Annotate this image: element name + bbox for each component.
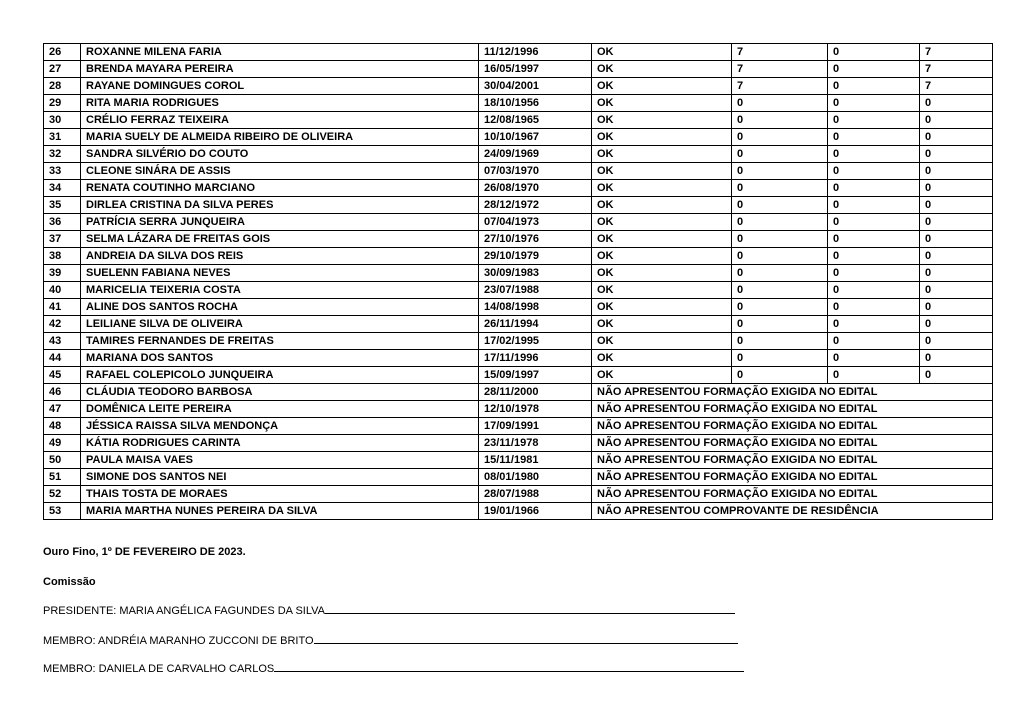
signature-line — [274, 661, 744, 672]
status-cell: OK — [592, 299, 732, 316]
score-b: 0 — [828, 282, 920, 299]
status-note: NÃO APRESENTOU FORMAÇÃO EXIGIDA NO EDITAL — [592, 384, 993, 401]
table-row — [44, 44, 993, 61]
table-row — [44, 282, 993, 299]
row-number: 46 — [44, 384, 81, 401]
birth-date: 30/09/1983 — [479, 265, 592, 282]
candidate-name: RITA MARIA RODRIGUES — [81, 95, 479, 112]
candidate-name: CRÉLIO FERRAZ TEIXEIRA — [81, 112, 479, 129]
birth-date: 19/01/1966 — [479, 503, 592, 520]
table-row — [44, 146, 993, 163]
score-b: 0 — [828, 248, 920, 265]
row-number: 28 — [44, 78, 81, 95]
score-b: 0 — [828, 299, 920, 316]
score-a: 0 — [732, 231, 828, 248]
score-total: 0 — [920, 231, 993, 248]
commission-heading: Comissão — [43, 576, 96, 588]
score-b: 0 — [828, 197, 920, 214]
row-number: 44 — [44, 350, 81, 367]
signature-president — [43, 603, 735, 617]
status-cell: OK — [592, 112, 732, 129]
table-row — [44, 350, 993, 367]
table-row — [44, 265, 993, 282]
score-total: 0 — [920, 299, 993, 316]
score-a: 0 — [732, 197, 828, 214]
row-number: 52 — [44, 486, 81, 503]
birth-date: 11/12/1996 — [479, 44, 592, 61]
candidate-name: KÁTIA RODRIGUES CARINTA — [81, 435, 479, 452]
table-row — [44, 163, 993, 180]
candidate-name: SUELENN FABIANA NEVES — [81, 265, 479, 282]
score-total: 0 — [920, 265, 993, 282]
candidate-name: DOMÊNICA LEITE PEREIRA — [81, 401, 479, 418]
row-number: 36 — [44, 214, 81, 231]
score-b: 0 — [828, 112, 920, 129]
score-total: 0 — [920, 248, 993, 265]
candidate-name: SELMA LÁZARA DE FREITAS GOIS — [81, 231, 479, 248]
candidate-name: CLÁUDIA TEODORO BARBOSA — [81, 384, 479, 401]
candidate-name: MARICELIA TEIXERIA COSTA — [81, 282, 479, 299]
score-a: 0 — [732, 333, 828, 350]
row-number: 49 — [44, 435, 81, 452]
score-a: 0 — [732, 350, 828, 367]
score-total: 0 — [920, 112, 993, 129]
signature-label: PRESIDENTE: MARIA ANGÉLICA FAGUNDES DA SILVA — [43, 605, 326, 617]
signature-label: MEMBRO: DANIELA DE CARVALHO CARLOS — [43, 663, 275, 675]
table-row — [44, 452, 993, 469]
candidate-name: BRENDA MAYARA PEREIRA — [81, 61, 479, 78]
birth-date: 08/01/1980 — [479, 469, 592, 486]
birth-date: 23/07/1988 — [479, 282, 592, 299]
score-total: 0 — [920, 214, 993, 231]
score-a: 0 — [732, 163, 828, 180]
score-total: 0 — [920, 333, 993, 350]
row-number: 50 — [44, 452, 81, 469]
score-b: 0 — [828, 316, 920, 333]
row-number: 26 — [44, 44, 81, 61]
table-row — [44, 197, 993, 214]
score-total: 0 — [920, 367, 993, 384]
score-a: 7 — [732, 44, 828, 61]
score-b: 0 — [828, 214, 920, 231]
table-row — [44, 401, 993, 418]
status-cell: OK — [592, 214, 732, 231]
row-number: 39 — [44, 265, 81, 282]
candidate-name: MARIANA DOS SANTOS — [81, 350, 479, 367]
status-cell: OK — [592, 95, 732, 112]
row-number: 37 — [44, 231, 81, 248]
score-total: 7 — [920, 44, 993, 61]
birth-date: 29/10/1979 — [479, 248, 592, 265]
row-number: 33 — [44, 163, 81, 180]
status-cell: OK — [592, 61, 732, 78]
table-row — [44, 61, 993, 78]
birth-date: 12/10/1978 — [479, 401, 592, 418]
score-b: 0 — [828, 146, 920, 163]
birth-date: 18/10/1956 — [479, 95, 592, 112]
birth-date: 15/11/1981 — [479, 452, 592, 469]
score-total: 0 — [920, 129, 993, 146]
score-a: 0 — [732, 95, 828, 112]
birth-date: 14/08/1998 — [479, 299, 592, 316]
score-b: 0 — [828, 367, 920, 384]
score-b: 0 — [828, 180, 920, 197]
birth-date: 17/02/1995 — [479, 333, 592, 350]
table-row — [44, 95, 993, 112]
score-a: 0 — [732, 214, 828, 231]
score-a: 7 — [732, 61, 828, 78]
birth-date: 27/10/1976 — [479, 231, 592, 248]
score-b: 0 — [828, 61, 920, 78]
score-a: 0 — [732, 282, 828, 299]
birth-date: 24/09/1969 — [479, 146, 592, 163]
score-b: 0 — [828, 78, 920, 95]
candidates-table-body — [44, 44, 993, 520]
status-cell: OK — [592, 248, 732, 265]
signature-label: MEMBRO: ANDRÉIA MARANHO ZUCCONI DE BRITO — [43, 635, 314, 647]
score-b: 0 — [828, 350, 920, 367]
status-note: NÃO APRESENTOU FORMAÇÃO EXIGIDA NO EDITAL — [592, 435, 993, 452]
birth-date: 12/08/1965 — [479, 112, 592, 129]
candidate-name: SANDRA SILVÉRIO DO COUTO — [81, 146, 479, 163]
table-row — [44, 469, 993, 486]
candidate-name: THAIS TOSTA DE MORAES — [81, 486, 479, 503]
status-note: NÃO APRESENTOU FORMAÇÃO EXIGIDA NO EDITAL — [592, 418, 993, 435]
score-a: 0 — [732, 248, 828, 265]
score-a: 0 — [732, 112, 828, 129]
birth-date: 10/10/1967 — [479, 129, 592, 146]
birth-date: 26/11/1994 — [479, 316, 592, 333]
status-cell: OK — [592, 44, 732, 61]
row-number: 40 — [44, 282, 81, 299]
status-cell: OK — [592, 78, 732, 95]
status-note: NÃO APRESENTOU FORMAÇÃO EXIGIDA NO EDITAL — [592, 469, 993, 486]
status-cell: OK — [592, 231, 732, 248]
score-a: 0 — [732, 129, 828, 146]
candidate-name: MARIA SUELY DE ALMEIDA RIBEIRO DE OLIVEIRA — [81, 129, 479, 146]
status-cell: OK — [592, 163, 732, 180]
status-note: NÃO APRESENTOU FORMAÇÃO EXIGIDA NO EDITAL — [592, 401, 993, 418]
score-b: 0 — [828, 265, 920, 282]
birth-date: 17/11/1996 — [479, 350, 592, 367]
score-total: 7 — [920, 61, 993, 78]
row-number: 53 — [44, 503, 81, 520]
birth-date: 16/05/1997 — [479, 61, 592, 78]
status-cell: OK — [592, 265, 732, 282]
status-cell: OK — [592, 367, 732, 384]
status-note: NÃO APRESENTOU COMPROVANTE DE RESIDÊNCIA — [592, 503, 993, 520]
score-total: 0 — [920, 180, 993, 197]
table-row — [44, 418, 993, 435]
status-cell: OK — [592, 129, 732, 146]
status-cell: OK — [592, 333, 732, 350]
row-number: 32 — [44, 146, 81, 163]
row-number: 35 — [44, 197, 81, 214]
row-number: 41 — [44, 299, 81, 316]
score-b: 0 — [828, 231, 920, 248]
table-row — [44, 129, 993, 146]
table-row — [44, 299, 993, 316]
table-row — [44, 180, 993, 197]
signature-member-2 — [43, 661, 744, 675]
status-cell: OK — [592, 350, 732, 367]
birth-date: 17/09/1991 — [479, 418, 592, 435]
score-a: 0 — [732, 265, 828, 282]
candidate-name: PATRÍCIA SERRA JUNQUEIRA — [81, 214, 479, 231]
row-number: 42 — [44, 316, 81, 333]
table-row — [44, 231, 993, 248]
score-a: 7 — [732, 78, 828, 95]
table-row — [44, 316, 993, 333]
birth-date: 07/04/1973 — [479, 214, 592, 231]
birth-date: 28/11/2000 — [479, 384, 592, 401]
status-note: NÃO APRESENTOU FORMAÇÃO EXIGIDA NO EDITAL — [592, 486, 993, 503]
table-row — [44, 367, 993, 384]
candidate-name: ANDREIA DA SILVA DOS REIS — [81, 248, 479, 265]
candidate-name: ROXANNE MILENA FARIA — [81, 44, 479, 61]
score-b: 0 — [828, 333, 920, 350]
status-cell: OK — [592, 316, 732, 333]
table-row — [44, 503, 993, 520]
row-number: 47 — [44, 401, 81, 418]
row-number: 48 — [44, 418, 81, 435]
candidate-name: RAYANE DOMINGUES COROL — [81, 78, 479, 95]
score-a: 0 — [732, 180, 828, 197]
score-b: 0 — [828, 129, 920, 146]
row-number: 30 — [44, 112, 81, 129]
score-a: 0 — [732, 316, 828, 333]
row-number: 45 — [44, 367, 81, 384]
row-number: 51 — [44, 469, 81, 486]
table-row — [44, 486, 993, 503]
score-b: 0 — [828, 95, 920, 112]
score-b: 0 — [828, 44, 920, 61]
birth-date: 15/09/1997 — [479, 367, 592, 384]
signature-member-1 — [43, 633, 738, 647]
status-cell: OK — [592, 180, 732, 197]
candidate-name: ALINE DOS SANTOS ROCHA — [81, 299, 479, 316]
score-total: 0 — [920, 146, 993, 163]
score-a: 0 — [732, 299, 828, 316]
birth-date: 26/08/1970 — [479, 180, 592, 197]
birth-date: 30/04/2001 — [479, 78, 592, 95]
score-total: 0 — [920, 350, 993, 367]
score-a: 0 — [732, 367, 828, 384]
birth-date: 07/03/1970 — [479, 163, 592, 180]
signature-line — [325, 603, 735, 614]
candidate-name: DIRLEA CRISTINA DA SILVA PERES — [81, 197, 479, 214]
candidate-name: JÉSSICA RAISSA SILVA MENDONÇA — [81, 418, 479, 435]
row-number: 27 — [44, 61, 81, 78]
candidate-name: RENATA COUTINHO MARCIANO — [81, 180, 479, 197]
candidate-name: CLEONE SINÁRA DE ASSIS — [81, 163, 479, 180]
score-total: 7 — [920, 78, 993, 95]
candidates-table — [43, 43, 993, 520]
score-a: 0 — [732, 146, 828, 163]
row-number: 34 — [44, 180, 81, 197]
score-total: 0 — [920, 316, 993, 333]
candidate-name: TAMIRES FERNANDES DE FREITAS — [81, 333, 479, 350]
row-number: 38 — [44, 248, 81, 265]
status-cell: OK — [592, 146, 732, 163]
birth-date: 28/12/1972 — [479, 197, 592, 214]
table-row — [44, 112, 993, 129]
status-cell: OK — [592, 197, 732, 214]
candidate-name: LEILIANE SILVA DE OLIVEIRA — [81, 316, 479, 333]
table-row — [44, 384, 993, 401]
candidate-name: RAFAEL COLEPICOLO JUNQUEIRA — [81, 367, 479, 384]
score-total: 0 — [920, 282, 993, 299]
status-cell: OK — [592, 282, 732, 299]
row-number: 29 — [44, 95, 81, 112]
score-total: 0 — [920, 197, 993, 214]
table-row — [44, 248, 993, 265]
status-note: NÃO APRESENTOU FORMAÇÃO EXIGIDA NO EDITAL — [592, 452, 993, 469]
table-row — [44, 214, 993, 231]
signature-line — [314, 633, 738, 644]
table-row — [44, 78, 993, 95]
score-total: 0 — [920, 163, 993, 180]
row-number: 43 — [44, 333, 81, 350]
candidate-name: SIMONE DOS SANTOS NEI — [81, 469, 479, 486]
score-total: 0 — [920, 95, 993, 112]
row-number: 31 — [44, 129, 81, 146]
score-b: 0 — [828, 163, 920, 180]
candidate-name: PAULA MAISA VAES — [81, 452, 479, 469]
place-date: Ouro Fino, 1º DE FEVEREIRO DE 2023. — [43, 546, 246, 558]
table-row — [44, 333, 993, 350]
birth-date: 23/11/1978 — [479, 435, 592, 452]
birth-date: 28/07/1988 — [479, 486, 592, 503]
candidate-name: MARIA MARTHA NUNES PEREIRA DA SILVA — [81, 503, 479, 520]
table-row — [44, 435, 993, 452]
